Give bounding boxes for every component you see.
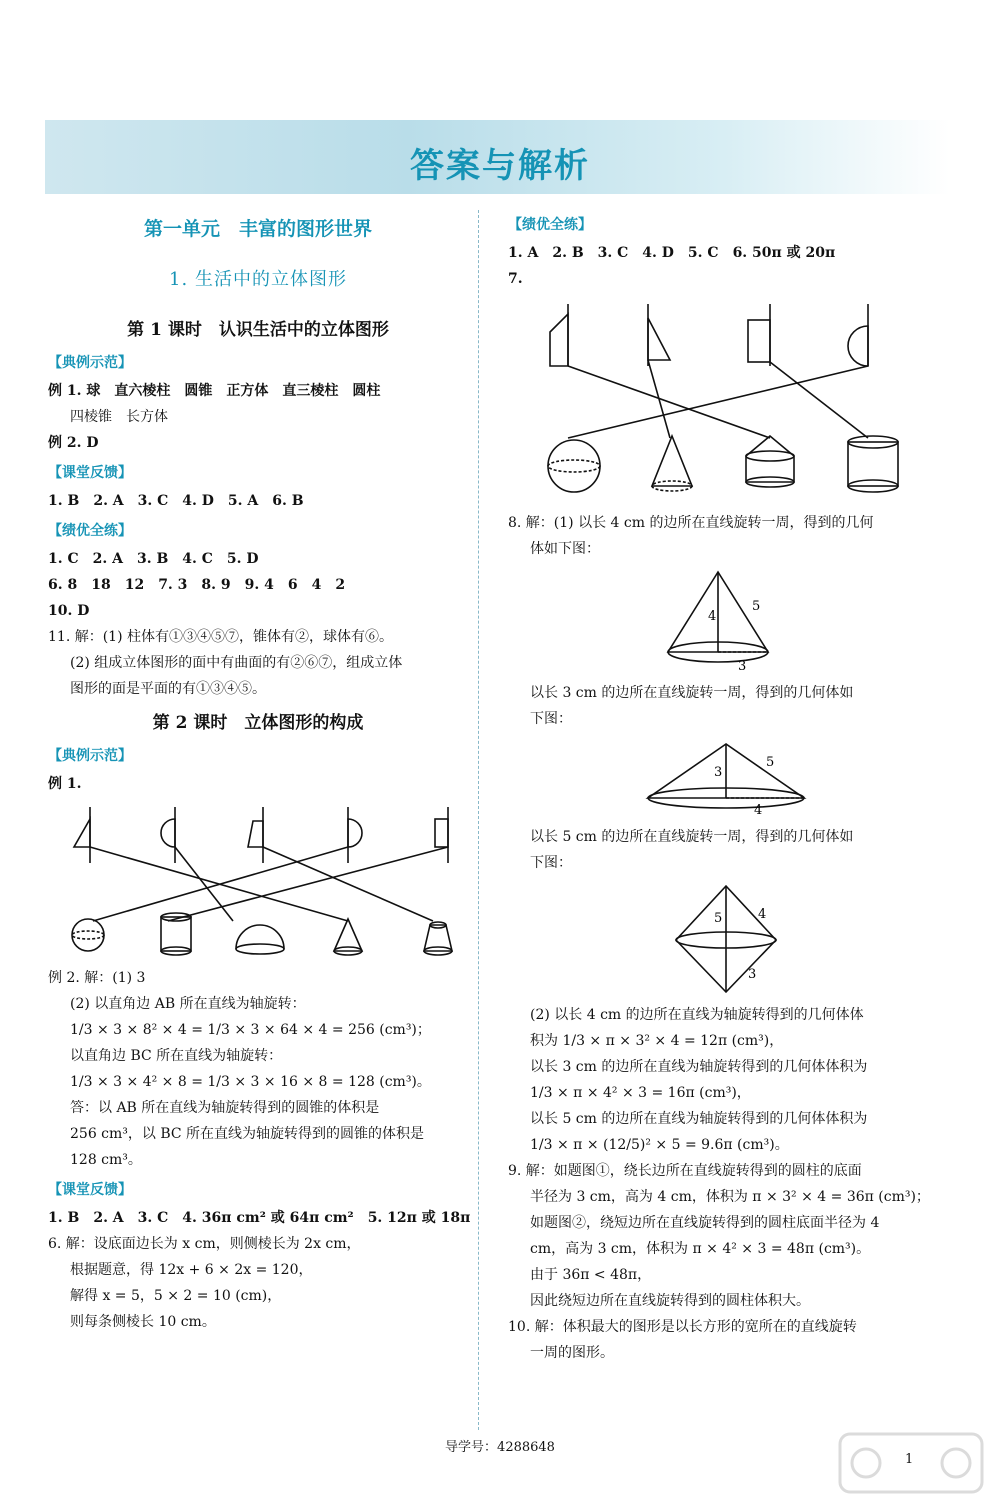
r-practice-1: 1. A 2. B 3. C 4. D 5. C 6. 50π 或 20π [508, 245, 836, 261]
l2-example-1: 例 1. [48, 776, 82, 792]
page-title: 答案与解析 [410, 146, 590, 186]
double-cone-figure [508, 880, 940, 998]
height-label: 3 [714, 765, 723, 780]
r-practice-9-2: 半径为 3 cm，高为 4 cm，体积为 π × 3² × 4 = 36π (cm³)； [530, 1189, 930, 1205]
axis-label: 5 [714, 911, 723, 926]
l1-practice-6: 图形的面是平面的有①③④⑤。 [70, 681, 266, 697]
semicircle-shape [848, 326, 868, 366]
lesson-1-title: 第 1 课时 认识生活中的立体图形 [127, 320, 389, 340]
left-column [48, 208, 471, 1335]
match-line [568, 366, 770, 438]
match-line [770, 362, 868, 438]
l2-example-2-8: 128 cm³。 [70, 1152, 142, 1168]
r-practice-8-5: 以长 5 cm 的边所在直线旋转一周，得到的几何体如 [530, 829, 854, 845]
r-practice-9-6: 因此绕短边所在直线旋转得到的圆柱体积大。 [530, 1293, 810, 1309]
l2-feedback-5: 则每条侧棱长 10 cm。 [70, 1314, 216, 1330]
guide-number: 导学号：4288648 [445, 1440, 555, 1455]
unit-title: 第一单元 丰富的图形世界 [143, 218, 372, 240]
l2-feedback-2: 6. 解：设底面边长为 x cm，则侧棱长为 2x cm， [48, 1236, 361, 1252]
r-practice-8-8: 积为 1/3 × π × 3² × 4 = 12π (cm³)， [530, 1033, 784, 1049]
r-practice-9-1: 9. 解：如题图①，绕长边所在直线旋转得到的圆柱的底面 [508, 1163, 862, 1179]
triangle-shape [648, 318, 670, 360]
tag-feedback-2: 【课堂反馈】 [48, 1182, 132, 1198]
slant-label: 4 [758, 907, 767, 922]
radius-label: 3 [738, 659, 747, 674]
l2-example-2-6: 答：以 AB 所在直线为轴旋转得到的圆锥的体积是 [70, 1100, 380, 1116]
l2-example-2-7: 256 cm³，以 BC 所在直线为轴旋转得到的圆锥的体积是 [70, 1126, 425, 1142]
watermark-logo [836, 1428, 986, 1498]
r-practice-10-2: 一周的图形。 [530, 1345, 614, 1361]
sphere-solid [72, 919, 104, 951]
trapezoid-shape [248, 821, 263, 847]
cone-solid [652, 436, 692, 486]
l2-feedback-3: 根据题意，得 12x + 6 × 2x = 120， [70, 1262, 313, 1278]
sphere-solid [548, 440, 600, 492]
semicircle-shape [348, 819, 362, 847]
tag-practice: 【绩优全练】 [48, 523, 132, 539]
page-number: 1 [905, 1452, 914, 1467]
l1-practice-3: 10. D [48, 603, 90, 619]
r-practice-8-4: 下图： [530, 711, 572, 727]
tag-feedback: 【课堂反馈】 [48, 465, 132, 481]
r-practice-8-2: 体如下图： [530, 541, 600, 557]
matching-diagram-right [508, 296, 928, 506]
section-title: 1. 生活中的立体图形 [169, 269, 347, 290]
l2-feedback-1: 1. B 2. A 3. C 4. 36π cm² 或 64π cm² 5. 12π 或 18π [48, 1210, 471, 1226]
tag-example-2: 【典例示范】 [48, 748, 132, 764]
hemisphere-base [236, 944, 284, 954]
r-practice-9-4: cm，高为 3 cm，体积为 π × 4² × 3 = 48π (cm³)。 [530, 1241, 871, 1257]
height-label: 4 [708, 609, 717, 624]
r-practice-10-1: 10. 解：体积最大的图形是以长方形的宽所在的直线旋转 [508, 1319, 857, 1335]
match-line [175, 847, 233, 921]
lesson-2-title: 第 2 课时 立体图形的构成 [152, 713, 364, 733]
column-divider [478, 210, 479, 1430]
l2-example-2-3: 1/3 × 3 × 8² × 4 = 1/3 × 3 × 64 × 4 = 256 (cm³)； [70, 1022, 431, 1038]
l1-example-1b: 四棱锥 长方体 [70, 409, 168, 425]
tag-practice-right: 【绩优全练】 [508, 217, 592, 233]
triangle-shape [74, 819, 90, 847]
r-practice-7: 7. [508, 271, 523, 287]
radius-label: 4 [754, 803, 763, 818]
right-column [508, 208, 940, 1366]
r-practice-8-9: 以长 3 cm 的边所在直线为轴旋转得到的几何体体积为 [530, 1059, 868, 1075]
l2-example-2-4: 以直角边 BC 所在直线为轴旋转： [70, 1048, 283, 1064]
r-practice-8-6: 下图： [530, 855, 572, 871]
rectangle-shape [435, 819, 448, 847]
l1-practice-5: (2) 组成立体图形的面中有曲面的有②⑥⑦，组成立体 [70, 655, 403, 671]
l1-example-2: 例 2. D [48, 435, 99, 451]
l2-example-2-2: (2) 以直角边 AB 所在直线为轴旋转： [70, 996, 306, 1012]
tag-example: 【典例示范】 [48, 355, 132, 371]
cone-figure-2 [508, 736, 940, 820]
match-line [648, 360, 670, 438]
r-practice-8-10: 1/3 × π × 4² × 3 = 16π (cm³)， [530, 1085, 751, 1101]
l1-practice-4: 11. 解：(1) 柱体有①③④⑤⑦，锥体有②，球体有⑥。 [48, 629, 393, 645]
semicircle-shape [161, 819, 175, 847]
cone-figure-1 [508, 566, 940, 676]
l1-practice-1: 1. C 2. A 3. B 4. C 5. D [48, 551, 259, 567]
r-practice-8-1: 8. 解：(1) 以长 4 cm 的边所在直线旋转一周，得到的几何 [508, 515, 874, 531]
rectangle-shape [748, 320, 770, 362]
slant-label: 5 [752, 599, 761, 614]
l2-example-2-1: 例 2. 解：(1) 3 [48, 970, 146, 986]
l2-example-2-5: 1/3 × 3 × 4² × 8 = 1/3 × 3 × 16 × 8 = 128 (cm³)。 [70, 1074, 431, 1090]
l2-feedback-4: 解得 x = 5，5 × 2 = 10 (cm)， [70, 1288, 282, 1304]
r-practice-8-11: 以长 5 cm 的边所在直线为轴旋转得到的几何体体积为 [530, 1111, 868, 1127]
r-practice-8-3: 以长 3 cm 的边所在直线旋转一周，得到的几何体如 [530, 685, 854, 701]
sphere-equator [548, 460, 600, 472]
l1-example-1: 例 1. 球 直六棱柱 圆锥 正方体 直三棱柱 圆柱 [48, 383, 381, 399]
r-practice-9-3: 如题图②，绕短边所在直线旋转得到的圆柱底面半径为 4 [530, 1215, 880, 1231]
joint-ellipse [746, 451, 794, 461]
matching-diagram-left [48, 801, 468, 961]
l1-practice-2: 6. 8 18 12 7. 3 8. 9 9. 4 6 4 2 [48, 577, 346, 593]
trapezoid-shape [550, 314, 568, 366]
sphere-equator [72, 931, 104, 939]
r-practice-9-5: 由于 36π < 48π， [530, 1267, 652, 1283]
lower-slant-label: 3 [748, 967, 757, 982]
r-practice-8-7: (2) 以长 4 cm 的边所在直线为轴旋转得到的几何体体 [530, 1007, 864, 1023]
r-practice-8-12: 1/3 × π × (12/5)² × 5 = 9.6π (cm³)。 [530, 1137, 789, 1153]
match-line [568, 366, 868, 438]
l1-feedback: 1. B 2. A 3. C 4. D 5. A 6. B [48, 493, 304, 509]
cylinder-body [161, 917, 191, 951]
slant-label: 5 [766, 755, 775, 770]
